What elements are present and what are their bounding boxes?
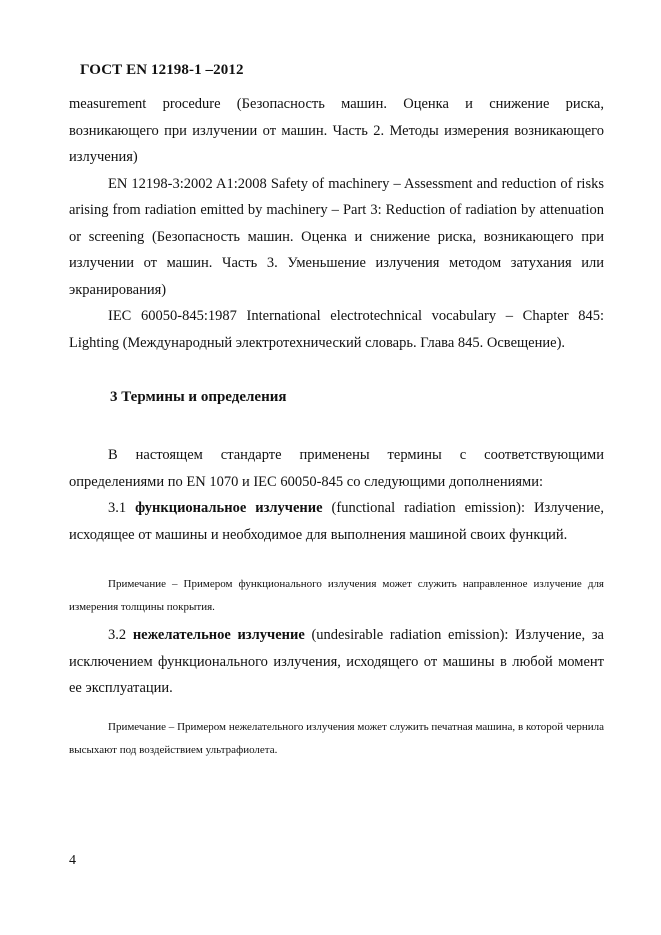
page-number: 4 xyxy=(69,853,76,868)
note-2-block xyxy=(69,716,604,761)
term-english: (functional radiation emission): xyxy=(331,500,526,516)
note-1: Примечание – Примером функционального излучения может служить направленное излучение для измерения толщины покрытия. xyxy=(69,578,604,613)
term-definition: Излучение, исходящее от машины и необходимое для выполнения машиной своих функций. xyxy=(69,500,604,543)
term-definition-3-1 xyxy=(69,495,604,548)
term-definition: Излучение, за исключением функционального излучения, исходящего от машины в любой момент ее эксплуатации. xyxy=(69,627,604,696)
term-name: функциональное излучение xyxy=(135,500,323,516)
term-name: нежелательное излучение xyxy=(132,627,305,643)
reference-en12198-3: EN 12198-3:2002 A1:2008 Safety of machinery – Assessment and reduction of risks arising from radiation emitted by machinery – Part 3: Reduction of radiation by attenuation or screening (Безопасность машин. Оценка и снижение риска, возникающего при излучении от машин. Часть 3. Уменьшение излучения методом затухания или экранирования) xyxy=(69,175,604,298)
term-english: (undesirable radiation emission): xyxy=(311,627,509,643)
term-3-2-block xyxy=(69,622,604,702)
reference-continuation: measurement procedure (Безопасность машин. Оценка и снижение риска, возникающего при излучении от машин. Часть 2. Методы измерения возникающего излучения) xyxy=(69,96,604,165)
terms-block xyxy=(69,442,604,548)
reference-iec60050-845: IEC 60050-845:1987 International electrotechnical vocabulary – Chapter 845: Lighting (Международный электротехнический словарь. Глава 845. Освещение). xyxy=(69,308,604,351)
term-number: 3.1 xyxy=(108,500,127,516)
section-title: 3 Термины и определения xyxy=(110,389,287,405)
section-intro: В настоящем стандарте применены термины с соответствующими определениями по EN 1070 и IEC 60050-845 со следующими дополнениями: xyxy=(69,447,604,490)
normative-references-block xyxy=(69,91,604,356)
term-definition-3-2 xyxy=(69,622,604,702)
document-header: ГОСТ EN 12198-1 –2012 xyxy=(80,62,244,78)
note-2: Примечание – Примером нежелательного излучения может служить печатная машина, в которой чернила высыхают под воздействием ультрафиолета. xyxy=(69,721,604,756)
term-number: 3.2 xyxy=(108,627,127,643)
note-1-block xyxy=(69,573,604,618)
